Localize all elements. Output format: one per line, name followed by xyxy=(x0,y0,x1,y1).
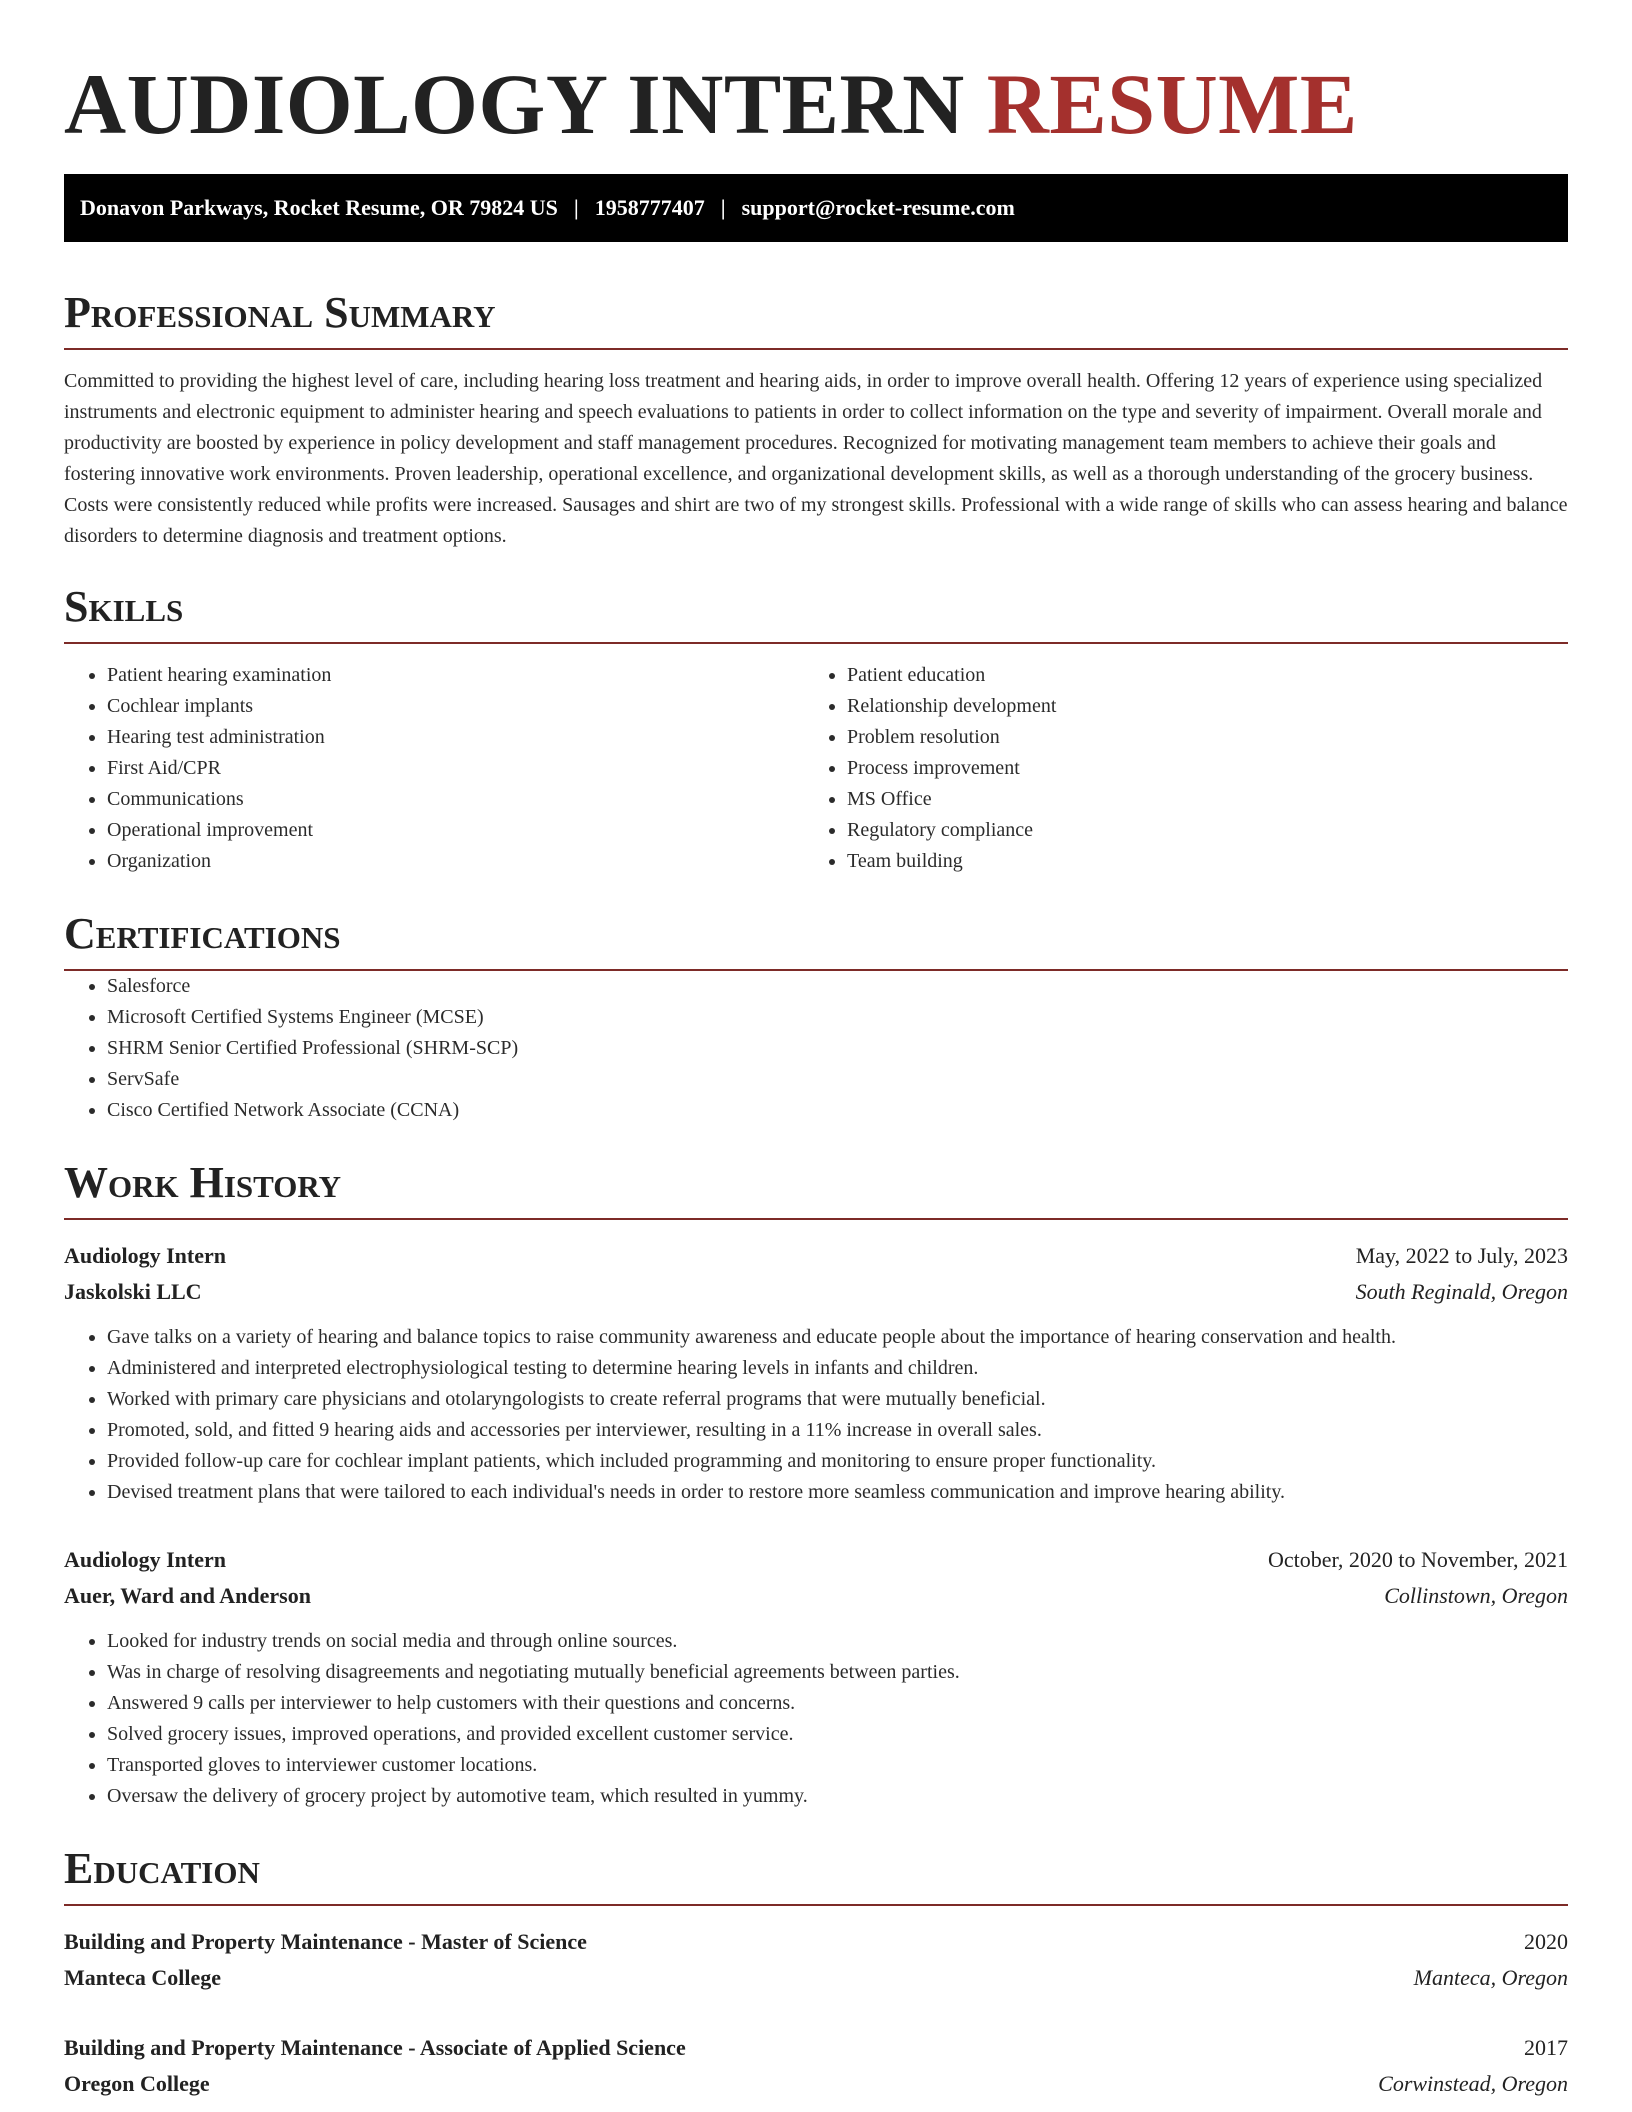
skill-item: • MS Office xyxy=(847,784,1544,815)
education-degree-row xyxy=(64,2030,1568,2066)
section-title-education: Education xyxy=(64,1844,1568,1906)
education-location: Manteca, Oregon xyxy=(1413,1965,1568,1990)
education-degree-row xyxy=(64,1924,1568,1960)
contact-address: Donavon Parkways, Rocket Resume, OR 79824 US xyxy=(80,195,558,220)
skills-list-left xyxy=(64,660,804,877)
job-bullet: • Administered and interpreted electrophysiological testing to determine hearing levels in infants and children. xyxy=(107,1353,1568,1384)
certification-item: • Microsoft Certified Systems Engineer (MCSE) xyxy=(107,1002,1568,1033)
skill-item: • Relationship development xyxy=(847,691,1544,722)
job-bullets xyxy=(64,1322,1568,1508)
job-header-row xyxy=(64,1238,1568,1274)
job-location: Collinstown, Oregon xyxy=(1384,1583,1568,1608)
certification-item: • Cisco Certified Network Associate (CCNA) xyxy=(107,1095,1568,1126)
job-dates: October, 2020 to November, 2021 xyxy=(1267,1547,1568,1572)
skill-item: • Patient hearing examination xyxy=(107,660,804,691)
job-bullets xyxy=(64,1626,1568,1812)
certification-item: • ServSafe xyxy=(107,1064,1568,1095)
skills-section xyxy=(64,582,1568,877)
job-bullet: • Gave talks on a variety of hearing and balance topics to raise community awareness and educate people about the importance of hearing conservation and health. xyxy=(107,1322,1568,1353)
skill-item: • Patient education xyxy=(847,660,1544,691)
job-bullet: • Looked for industry trends on social media and through online sources. xyxy=(107,1626,1568,1657)
job-entry xyxy=(64,1238,1568,1508)
education-entry xyxy=(64,2030,1568,2102)
job-bullet: • Oversaw the delivery of grocery project by automotive team, which resulted in yummy. xyxy=(107,1781,1568,1812)
resume-title xyxy=(64,54,1568,154)
job-bullet: • Was in charge of resolving disagreements and negotiating mutually beneficial agreements between parties. xyxy=(107,1657,1568,1688)
education-year: 2020 xyxy=(1524,1929,1568,1954)
skill-item: • Process improvement xyxy=(847,753,1544,784)
education-degree: Building and Property Maintenance - Master of Science xyxy=(64,1929,587,1954)
education-section xyxy=(64,1844,1568,2102)
contact-separator: | xyxy=(573,195,579,220)
job-bullet: • Provided follow-up care for cochlear implant patients, which included programming and monitoring to ensure proper functionality. xyxy=(107,1446,1568,1477)
skill-item: • Hearing test administration xyxy=(107,722,804,753)
certification-item: • SHRM Senior Certified Professional (SHRM-SCP) xyxy=(107,1033,1568,1064)
skill-item: • Team building xyxy=(847,846,1544,877)
education-location: Corwinstead, Oregon xyxy=(1378,2071,1568,2096)
contact-bar xyxy=(64,174,1568,242)
education-school-row xyxy=(64,2066,1568,2102)
summary-section xyxy=(64,288,1568,552)
skill-item: • Communications xyxy=(107,784,804,815)
title-main: AUDIOLOGY INTERN xyxy=(64,56,965,152)
job-bullet: • Promoted, sold, and fitted 9 hearing aids and accessories per interviewer, resulting in a 11% increase in overall sales. xyxy=(107,1415,1568,1446)
skills-list-right xyxy=(804,660,1544,877)
skill-item: • Organization xyxy=(107,846,804,877)
section-title-work: Work History xyxy=(64,1158,1568,1220)
certifications-section xyxy=(64,909,1568,1126)
job-company-row xyxy=(64,1274,1568,1310)
section-title-certifications: Certifications xyxy=(64,909,1568,971)
certification-item: • Salesforce xyxy=(107,971,1568,1002)
education-year: 2017 xyxy=(1524,2035,1568,2060)
section-title-summary: Professional Summary xyxy=(64,288,1568,350)
job-bullet: • Worked with primary care physicians and otolaryngologists to create referral programs that were mutually beneficial. xyxy=(107,1384,1568,1415)
education-school: Oregon College xyxy=(64,2071,210,2096)
skill-item: • First Aid/CPR xyxy=(107,753,804,784)
education-entry xyxy=(64,1924,1568,1996)
job-title: Audiology Intern xyxy=(64,1547,226,1572)
work-history-section xyxy=(64,1158,1568,1812)
certifications-list xyxy=(64,971,1568,1126)
job-company: Jaskolski LLC xyxy=(64,1279,202,1304)
skills-column-left xyxy=(64,660,804,877)
job-entry xyxy=(64,1542,1568,1812)
contact-phone: 1958777407 xyxy=(594,195,705,220)
section-title-skills: Skills xyxy=(64,582,1568,644)
job-location: South Reginald, Oregon xyxy=(1355,1279,1568,1304)
job-company-row xyxy=(64,1578,1568,1614)
job-company: Auer, Ward and Anderson xyxy=(64,1583,311,1608)
skills-grid xyxy=(64,660,1568,877)
job-bullet: • Solved grocery issues, improved operations, and provided excellent customer service. xyxy=(107,1719,1568,1750)
job-dates: May, 2022 to July, 2023 xyxy=(1355,1243,1568,1268)
skill-item: • Problem resolution xyxy=(847,722,1544,753)
skill-item: • Operational improvement xyxy=(107,815,804,846)
education-degree: Building and Property Maintenance - Associate of Applied Science xyxy=(64,2035,686,2060)
skill-item: • Cochlear implants xyxy=(107,691,804,722)
contact-separator: | xyxy=(720,195,726,220)
summary-text: Committed to providing the highest level of care, including hearing loss treatment and hearing aids, in order to improve overall health. Offering 12 years of experience using specialized instruments and electronic equipment to administer hearing and speech evaluations to patients in order to collect information on the type and severity of impairment. Overall morale and productivity are boosted by experience in policy development and staff management procedures. Recognized for motivating management team members to achieve their goals and fostering innovative work environments. Proven leadership, operational excellence, and organizational development skills, as well as a thorough understanding of the grocery business. Costs were consistently reduced while profits were increased. Sausages and shirt are two of my strongest skills. Professional with a wide range of skills who can assess hearing and balance disorders to determine diagnosis and treatment options. xyxy=(64,370,1568,547)
skills-column-right xyxy=(804,660,1544,877)
job-header-row xyxy=(64,1542,1568,1578)
job-bullet: • Answered 9 calls per interviewer to help customers with their questions and concerns. xyxy=(107,1688,1568,1719)
skill-item: • Regulatory compliance xyxy=(847,815,1544,846)
education-school-row xyxy=(64,1960,1568,1996)
job-bullet: • Devised treatment plans that were tailored to each individual's needs in order to restore more seamless communication and improve hearing ability. xyxy=(107,1477,1568,1508)
job-bullet: • Transported gloves to interviewer customer locations. xyxy=(107,1750,1568,1781)
title-accent: RESUME xyxy=(986,56,1358,152)
contact-email[interactable]: support@rocket-resume.com xyxy=(741,195,1015,220)
job-title: Audiology Intern xyxy=(64,1243,226,1268)
education-school: Manteca College xyxy=(64,1965,221,1990)
